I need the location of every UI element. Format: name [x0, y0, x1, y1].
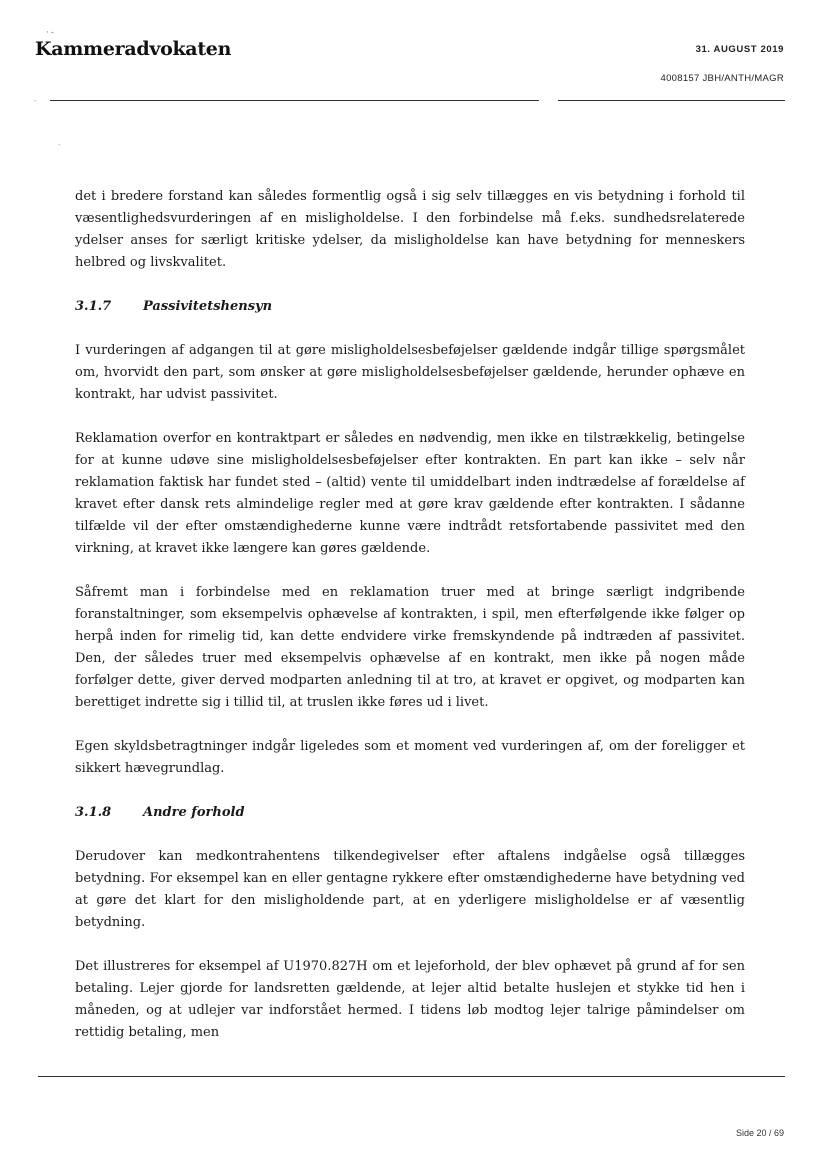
paragraph: Såfremt man i forbindelse med en reklamation truer med at bringe særligt indgribende foranstaltninger, som eksempelvis ophævelse af kontrakten, i spil, men efterfølgende ikke følger op herpå inden for rimelig tid, kan dette endvidere virke fremskyndende på indtræden af passivitet. Den, der således truer med eksempelvis ophævelse af en kontrakt, men ikke på nogen måde forfølger dette, giver derved modparten anledning til at tro, at kravet er opgivet, og modparten kan berettiget indrette sig i tillid til, at truslen ikke føres ud i livet. [75, 585, 745, 710]
section-number: 3.1.8 [75, 805, 112, 820]
section-title: Passivitetshensyn [143, 299, 273, 314]
paragraph: Det illustreres for eksempel af U1970.827H om et lejeforhold, der blev ophævet på grund af for sen betaling. Lejer gjorde for landsretten gældende, at lejer altid betalte huslejen et stykke tid hen i måneden, og at udlejer var indforstået hermed. I tidens løb modtog lejer talrige påmindelser om rettidig betaling, men [75, 959, 745, 1040]
paragraph: Derudover kan medkontrahentens tilkendegivelser efter aftalens indgåelse også tillægges betydning. For eksempel kan en eller gentagne rykkere efter omstændighederne have betydning ved at gøre det klart for den misligholdende part, at en yderligere misligholdelse er af væsentlig betydning. [75, 849, 745, 930]
section-heading [75, 802, 745, 824]
header-rule-left [50, 100, 539, 101]
section-heading [75, 296, 745, 318]
section-number: 3.1.7 [75, 299, 112, 314]
margin-mark: - [34, 96, 37, 105]
paragraph: I vurderingen af adgangen til at gøre misligholdelsesbeføjelser gældende indgår tillige spørgsmålet om, hvorvidt den part, som ønsker at gøre misligholdelsesbeføjelser gældende, herunder ophæve en kontrakt, har udvist passivitet. [75, 343, 745, 402]
paragraph: Reklamation overfor en kontraktpart er således en nødvendig, men ikke en tilstrækkelig, betingelse for at kunne udøve sine misligholdelsesbeføjelser efter kontrakten. En part kan ikke – selv når reklamation faktisk har fundet sted – (altid) vente til umiddelbart inden indtrædelse af forældelse af kravet efter dansk rets almindelige regler med at gøre krav gældende efter kontrakten. I sådanne tilfælde vil der efter omstændighederne kunne være indtrådt retsfortabende passivitet med den virkning, at kravet ikke længere kan gøres gældende. [75, 431, 745, 556]
header-rule-right [558, 100, 785, 101]
section-title: Andre forhold [143, 805, 245, 820]
footer-rule [38, 1076, 785, 1077]
logo-mark: ·- [46, 28, 56, 38]
margin-mark: - [58, 140, 61, 149]
company-logo: Kammeradvokaten [35, 38, 232, 60]
paragraph: Egen skyldsbetragtninger indgår ligeledes som et moment ved vurderingen af, om der foreligger et sikkert hævegrundlag. [75, 739, 745, 776]
document-reference: 4008157 JBH/ANTH/MAGR [660, 73, 784, 84]
document-date: 31. AUGUST 2019 [695, 44, 784, 55]
paragraph: det i bredere forstand kan således formentlig også i sig selv tillægges en vis betydning i forhold til væsentlighedsvurderingen af en misligholdelse. I den forbindelse må f.eks. sundhedsrelaterede ydelser anses for særligt kritiske ydelser, da misligholdelse kan have betydning for menneskers helbred og livskvalitet. [75, 189, 745, 270]
document-body [75, 186, 745, 1066]
page-number: Side 20 / 69 [735, 1128, 784, 1138]
